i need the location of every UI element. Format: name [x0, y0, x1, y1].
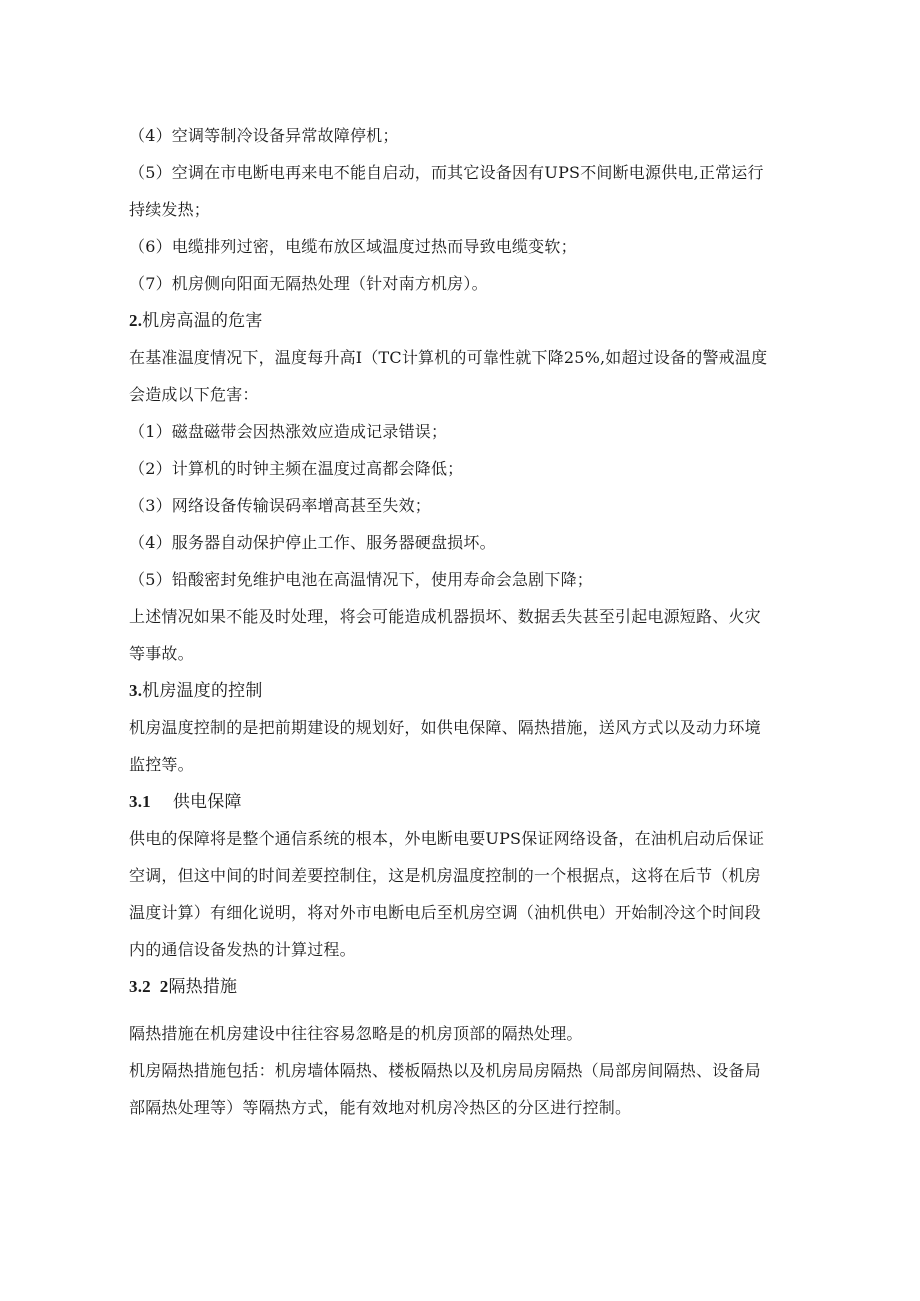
- paragraph-line: 等事故。: [129, 644, 194, 663]
- section-heading-3-2: [129, 977, 809, 997]
- list-item: （7）机房侧向阳面无隔热处理（针对南方机房）。: [129, 274, 488, 293]
- paragraph-line: 温度计算）有细化说明，将对外市电断电后至机房空调（油机供电）开始制冷这个时间段: [129, 903, 761, 922]
- paragraph-line: 空调，但这中间的时间差要控制住，这是机房温度控制的一个根据点，这将在后节（机房: [129, 866, 761, 885]
- section-title: 供电保障: [172, 792, 242, 812]
- list-item: （4）空调等制冷设备异常故障停机；: [129, 126, 399, 145]
- section-number: 3.: [129, 681, 143, 700]
- paragraph-line: 上述情况如果不能及时处理，将会可能造成机器损坏、数据丢失甚至引起电源短路、火灾: [129, 607, 761, 626]
- section-heading-2: [129, 311, 809, 331]
- list-item: （5）铅酸密封免维护电池在高温情况下，使用寿命会急剧下降；: [129, 570, 593, 589]
- paragraph-line: 监控等。: [129, 755, 194, 774]
- section-heading-3: [129, 681, 809, 701]
- paragraph-line: 部隔热处理等）等隔热方式，能有效地对机房冷热区的分区进行控制。: [129, 1098, 632, 1117]
- section-number: 3.2 2: [129, 977, 169, 996]
- list-item: （6）电缆排列过密，电缆布放区域温度过热而导致电缆变软；: [129, 237, 577, 256]
- section-number: 3.1: [129, 792, 151, 811]
- list-item: （3）网络设备传输误码率增高甚至失效；: [129, 496, 431, 515]
- paragraph-line: 供电的保障将是整个通信系统的根本，外电断电要UPS保证网络设备，在油机启动后保证: [129, 829, 765, 848]
- paragraph-line: 机房温度控制的是把前期建设的规划好，如供电保障、隔热措施，送风方式以及动力环境: [129, 718, 761, 737]
- section-title: 机房温度的控制: [142, 681, 263, 701]
- section-number: 2.: [129, 311, 143, 330]
- paragraph-line: 内的通信设备发热的计算过程。: [129, 940, 356, 959]
- section-heading-3-1: [129, 792, 809, 812]
- paragraph-line: 会造成以下危害：: [129, 385, 259, 404]
- list-item: （5）空调在市电断电再来电不能自启动，而其它设备因有UPS不间断电源供电,正常运行: [129, 163, 764, 182]
- paragraph-line: 隔热措施在机房建设中往往容易忽略是的机房顶部的隔热处理。: [129, 1024, 583, 1043]
- paragraph-line: 机房隔热措施包括：机房墙体隔热、楼板隔热以及机房局房隔热（局部房间隔热、设备局: [129, 1061, 761, 1080]
- list-item: （4）服务器自动保护停止工作、服务器硬盘损坏。: [129, 533, 496, 552]
- paragraph-line: 在基准温度情况下，温度每升高I（TC计算机的可靠性就下降25%,如超过设备的警戒温度: [129, 348, 768, 367]
- section-title: 机房高温的危害: [142, 311, 263, 331]
- list-item: （1）磁盘磁带会因热涨效应造成记录错误；: [129, 422, 448, 441]
- list-item-continuation: 持续发热；: [129, 200, 211, 219]
- section-title: 隔热措施: [168, 977, 238, 997]
- list-item: （2）计算机的时钟主频在温度过高都会降低；: [129, 459, 464, 478]
